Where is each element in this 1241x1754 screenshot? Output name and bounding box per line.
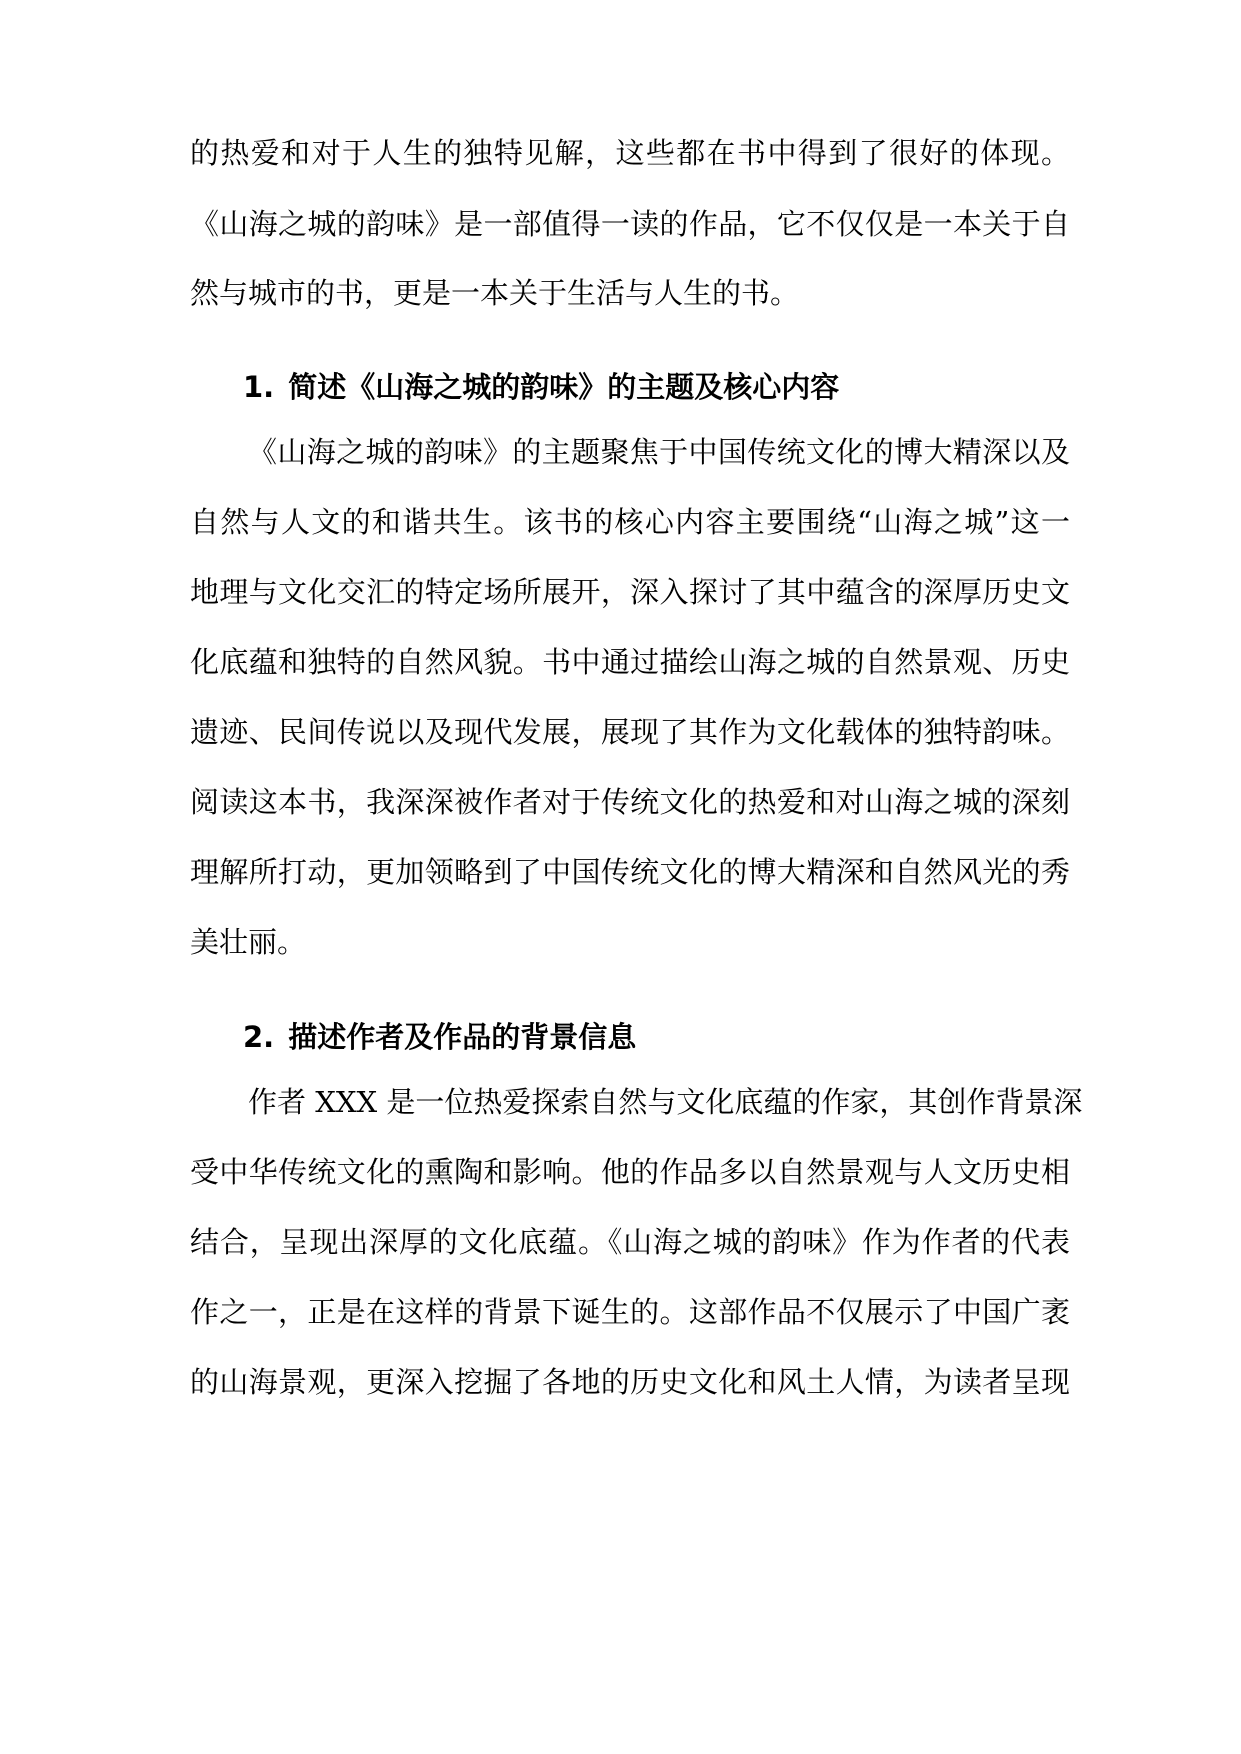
intro-line: 的热爱和对于人生的独特见解，这些都在书中得到了很好的体现。 <box>190 136 1070 170</box>
section-heading <box>243 365 839 409</box>
paragraph-line: 美壮丽。 <box>190 925 307 959</box>
paragraph-line: 作者 XXX 是一位热爱探索自然与文化底蕴的作家，其创作背景深 <box>248 1085 1083 1119</box>
paragraph-line: 理解所打动，更加领略到了中国传统文化的博大精深和自然风光的秀 <box>190 855 1070 889</box>
section-heading <box>243 1015 636 1059</box>
paragraph-line: 结合，呈现出深厚的文化底蕴。《山海之城的韵味》作为作者的代表 <box>190 1225 1070 1259</box>
paragraph-line: 自然与人文的和谐共生。该书的核心内容主要围绕“山海之城”这一 <box>190 505 1070 539</box>
paragraph-line: 作之一，正是在这样的背景下诞生的。这部作品不仅展示了中国广袤 <box>190 1295 1070 1329</box>
intro-line: 然与城市的书，更是一本关于生活与人生的书。 <box>190 276 800 310</box>
paragraph-line: 阅读这本书，我深深被作者对于传统文化的热爱和对山海之城的深刻 <box>190 785 1070 819</box>
paragraph-line: 化底蕴和独特的自然风貌。书中通过描绘山海之城的自然景观、历史 <box>190 645 1070 679</box>
paragraph-line: 遗迹、民间传说以及现代发展，展现了其作为文化载体的独特韵味。 <box>190 715 1070 749</box>
paragraph-line: 受中华传统文化的熏陶和影响。他的作品多以自然景观与人文历史相 <box>190 1155 1070 1189</box>
section-number: 1. <box>243 370 275 404</box>
intro-line: 《山海之城的韵味》是一部值得一读的作品，它不仅仅是一本关于自 <box>190 207 1070 241</box>
section-title: 简述《山海之城的韵味》的主题及核心内容 <box>288 370 840 404</box>
section-title: 描述作者及作品的背景信息 <box>288 1020 637 1054</box>
paragraph-line: 的山海景观，更深入挖掘了各地的历史文化和风土人情，为读者呈现 <box>190 1365 1070 1399</box>
paragraph-line: 《山海之城的韵味》的主题聚焦于中国传统文化的博大精深以及 <box>248 435 1070 469</box>
paragraph-line: 地理与文化交汇的特定场所展开，深入探讨了其中蕴含的深厚历史文 <box>190 575 1070 609</box>
section-number: 2. <box>243 1020 275 1054</box>
